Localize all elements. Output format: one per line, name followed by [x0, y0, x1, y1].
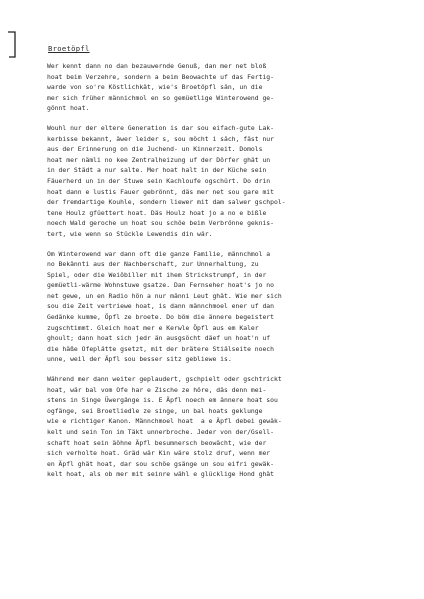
text-line: kerbisse bekannt, äwer leider s, sou möcht i säch, fäst nur — [47, 134, 275, 143]
paragraph — [47, 374, 387, 480]
text-line: Fäuerherd un in der Stuwe sein Kachloufe ogschürt. Do drin — [47, 176, 271, 185]
bracket-mark-icon — [5, 30, 19, 60]
text-line: schaft hoat sein äöhne Äpfl besumnersch beowächt, wie der — [47, 438, 267, 447]
text-line: in der Städt a nur salte. Mer hoat halt in der Küche sein — [47, 166, 267, 175]
text-line: Spiel, oder die Weiöbiller mit ihem Strickstrumpf, in der — [47, 270, 267, 279]
text-line: net gewe, un en Radio hön a nur männi Leut ghät. Wie mer sich — [47, 291, 282, 300]
text-line: sou die Zeit vertriewe hoat, is dann männchmoel ener uf dan — [47, 302, 275, 311]
document-title: Broetöpfl — [48, 44, 90, 53]
margin-bracket-mark — [5, 30, 19, 60]
text-line: sich verholte hoat. Gräd wär Kin wäre stolz druf, wenn mer — [47, 449, 271, 458]
paragraph — [47, 123, 387, 240]
text-line: zugschtimmt. Gleich hoat mer e Kerwle Öpfl aus em Kaler — [47, 323, 259, 332]
text-line: wie e richtiger Kanon. Männchmoel hoat a e Äpfl debei gewäk- — [47, 417, 282, 426]
text-line: hoat beim Verzehre, sondern a beim Beowachte uf das Fertig- — [47, 72, 275, 81]
text-line: Wer kennt dann no dan bezauwernde Genuß, dan mer net bloß — [47, 62, 267, 70]
text-line: hoat dann e lustis Fauer gebrönnt, däs mer net sou gare mit — [47, 187, 275, 196]
text-line: Om Winterowend war dann oft die ganze Familie, männchmol a — [47, 249, 271, 258]
text-line: mer sich früher männichmol en so gemüetlige Winterowend ge- — [47, 93, 275, 102]
text-line: hoat, wär bal vom Ofe har e Zische ze höre, däs denn mei- — [47, 385, 267, 394]
text-line: ogfänge, sei Broetliedle ze singe, un bal hoats geklunge — [47, 406, 263, 415]
text-line: kelt und sein Ton im Täkt unnerbroche. Jeder von der/Gsell- — [47, 428, 275, 436]
text-line: tene Houlz gfüettert hoat. Däs Houlz hoat jo a no e bißle — [47, 208, 267, 217]
text-line: tert, wie wenn so Stückle Lewendis din wär. — [47, 229, 213, 238]
text-line: der fremdartige Kouhle, sondern liewer mit dam salwer gschpol- — [47, 198, 286, 207]
text-line: gemüetli-wärme Wohnstuwe gsatze. Dan Fernseher hoat's jo no — [47, 281, 275, 290]
text-line: stens in Singe Üwergänge is. E Äpfl noech em ännere hoat sou — [47, 396, 278, 405]
text-line: noech Wald geroche un hoat sou schöe beim Verbrönne geknis- — [47, 219, 275, 228]
text-line: warde von so're Köstlichkät, wie's Broetöpfl sän, un die — [47, 83, 263, 92]
text-line: Gedänke kumme, Öpfl ze broete. Do böm die ännere begeistert — [47, 313, 275, 322]
text-line: no Bekännti aus der Nachberschaft, zur Unnerhaltung, zu — [47, 260, 259, 269]
text-line: unne, weil der Äpfl sou besser sitz gebliewe is. — [47, 355, 232, 364]
text-line: Wouhl nur der eltere Generation is dar sou eifach-gute Lak- — [47, 123, 275, 132]
text-line: hoat mer nämli no kee Zentralheizung uf der Dörfer ghät un — [47, 155, 271, 164]
text-line: Während mer dann weiter geplaudert, gschpielt oder gschtrickt — [47, 375, 282, 384]
document-body — [47, 61, 387, 489]
paragraph — [47, 61, 387, 114]
text-line: die häße Ofeplätte gsetzt, mit der brätere Stiälseite noech — [47, 344, 275, 353]
text-line: en Äpfl ghät hoat, dar sou schöe gsänge un sou eifri gewäk- — [47, 459, 275, 468]
text-line: gönnt hoat. — [47, 104, 90, 113]
paragraph — [47, 249, 387, 366]
text-line: ghoult; dann hoat sich jedr än ausgsöcht däef un hoat'n uf — [47, 334, 271, 343]
text-line: aus der Erinnerung on die Juchend- un Kinnerzeit. Domols — [47, 145, 263, 154]
text-line: kelt hoat, als ob mer mit seinre wähl e glücklige Hond ghät — [47, 470, 275, 479]
